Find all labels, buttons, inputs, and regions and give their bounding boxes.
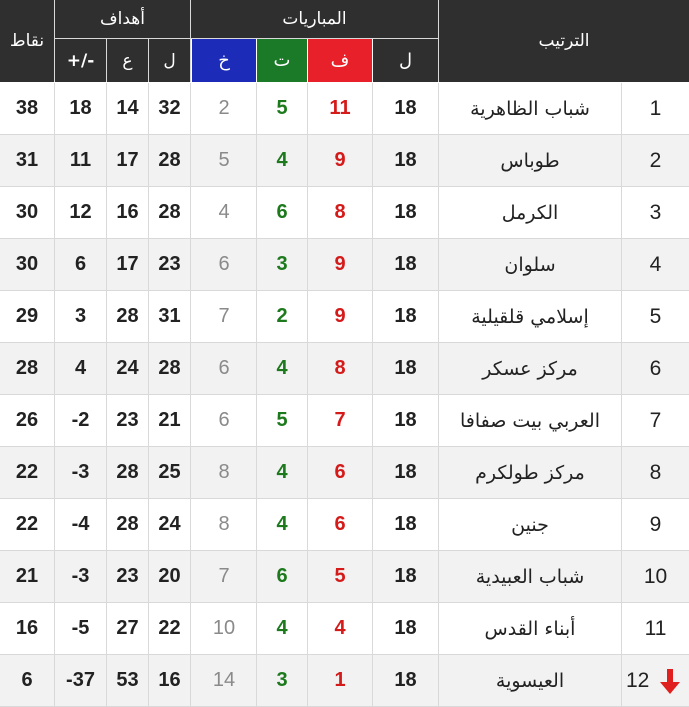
wins-cell: 7: [334, 409, 346, 431]
points-cell: 30: [15, 253, 39, 275]
goal-diff-cell: 18: [69, 97, 92, 119]
played-cell: 18: [394, 617, 417, 639]
team-name[interactable]: شباب الظاهرية: [470, 97, 590, 120]
team-name[interactable]: سلوان: [504, 253, 556, 276]
draws-cell: 5: [276, 409, 288, 431]
table-row[interactable]: [0, 395, 689, 447]
rank-cell: 12: [626, 668, 650, 692]
points-header[interactable]: نقاط: [0, 0, 54, 82]
goals-for-cell: 21: [158, 409, 181, 431]
matches-group-header: المباريات: [191, 0, 438, 38]
draws-cell: 4: [276, 617, 288, 639]
goals-for-cell: 31: [158, 305, 181, 327]
goal-diff-cell: -2: [71, 409, 90, 431]
team-name[interactable]: مركز طولكرم: [475, 461, 585, 484]
losses-cell: 6: [218, 409, 230, 431]
points-cell: 21: [15, 565, 39, 587]
wins-cell: 6: [334, 461, 346, 483]
played-cell: 18: [394, 513, 417, 535]
rank-cell: 9: [649, 512, 662, 536]
goals-against-header[interactable]: ع: [107, 39, 148, 82]
goals-against-cell: 16: [116, 201, 139, 223]
wins-cell: 11: [329, 97, 351, 119]
team-name[interactable]: شباب العبيدية: [475, 565, 585, 588]
losses-cell: 10: [212, 617, 236, 639]
team-name[interactable]: جنين: [511, 513, 549, 536]
goal-diff-cell: 11: [69, 149, 92, 171]
wins-cell: 6: [334, 513, 346, 535]
played-header[interactable]: ل: [373, 39, 438, 82]
team-name[interactable]: أبناء القدس: [484, 617, 576, 640]
draws-cell: 2: [276, 305, 288, 327]
rank-cell: 4: [649, 252, 662, 276]
rank-cell: 6: [649, 356, 662, 380]
table-row[interactable]: [0, 291, 689, 343]
losses-cell: 14: [212, 669, 236, 691]
goal-diff-cell: 3: [74, 305, 87, 327]
rank-cell: 10: [643, 564, 668, 588]
losses-cell: 7: [218, 565, 230, 587]
goals-group-header: أهداف: [55, 0, 190, 38]
table-row[interactable]: [0, 135, 689, 187]
goals-for-cell: 28: [158, 149, 181, 171]
wins-cell: 8: [334, 201, 346, 223]
red-down-arrow-icon: [657, 667, 683, 695]
goals-for-cell: 16: [158, 669, 181, 691]
wins-cell: 1: [334, 669, 346, 691]
goals-for-cell: 20: [158, 565, 181, 587]
goals-against-cell: 27: [116, 617, 139, 639]
goals-against-cell: 24: [116, 357, 139, 379]
rank-cell: 7: [649, 408, 662, 432]
goals-for-header[interactable]: ل: [149, 39, 190, 82]
points-cell: 22: [15, 461, 39, 483]
wins-header[interactable]: ف: [308, 39, 372, 82]
wins-cell: 8: [334, 357, 346, 379]
points-cell: 22: [15, 513, 39, 535]
played-cell: 18: [394, 565, 417, 587]
team-name[interactable]: العربي بيت صفافا: [459, 409, 600, 432]
points-cell: 26: [15, 409, 39, 431]
table-row[interactable]: [0, 187, 689, 239]
draws-cell: 3: [276, 253, 288, 275]
table-row[interactable]: [0, 447, 689, 499]
goal-diff-cell: -3: [71, 461, 90, 483]
goals-for-cell: 25: [158, 461, 181, 483]
goal-diff-cell: 4: [74, 357, 87, 379]
table-row[interactable]: [0, 343, 689, 395]
goals-against-cell: 28: [116, 305, 139, 327]
losses-cell: 6: [218, 253, 230, 275]
wins-cell: 4: [334, 617, 346, 639]
team-name[interactable]: الكرمل: [501, 201, 559, 224]
goals-against-cell: 53: [116, 669, 139, 691]
played-cell: 18: [394, 97, 417, 119]
points-cell: 31: [15, 149, 39, 171]
losses-cell: 4: [218, 201, 230, 223]
goals-against-cell: 28: [116, 513, 139, 535]
table-row[interactable]: [0, 83, 689, 135]
played-cell: 18: [394, 253, 417, 275]
played-cell: 18: [394, 305, 417, 327]
rank-cell: 3: [649, 200, 662, 224]
table-row[interactable]: [0, 655, 689, 707]
rank-cell: 8: [649, 460, 662, 484]
draws-cell: 4: [276, 461, 288, 483]
table-row[interactable]: [0, 551, 689, 603]
team-name[interactable]: العيسوية: [495, 669, 565, 692]
goal-diff-cell: 12: [69, 201, 92, 223]
losses-cell: 6: [218, 357, 230, 379]
wins-cell: 5: [334, 565, 346, 587]
draws-cell: 6: [276, 201, 288, 223]
draws-cell: 6: [276, 565, 288, 587]
draws-cell: 4: [276, 357, 288, 379]
goals-against-cell: 17: [116, 149, 139, 171]
points-cell: 30: [15, 201, 39, 223]
goals-against-cell: 23: [116, 565, 139, 587]
team-name[interactable]: طوباس: [500, 149, 560, 172]
table-row[interactable]: [0, 239, 689, 291]
points-cell: 38: [15, 97, 39, 119]
losses-header[interactable]: خ: [192, 39, 256, 82]
played-cell: 18: [394, 201, 417, 223]
goal-diff-cell: -37: [66, 669, 95, 691]
rank-header[interactable]: الترتيب: [439, 0, 689, 82]
goals-for-cell: 28: [158, 357, 181, 379]
wins-cell: 9: [334, 253, 346, 275]
draws-cell: 4: [276, 513, 288, 535]
goals-for-cell: 24: [158, 513, 181, 535]
points-cell: 16: [15, 617, 39, 639]
losses-cell: 2: [218, 97, 230, 119]
losses-cell: 7: [218, 305, 230, 327]
draws-cell: 5: [276, 97, 288, 119]
goals-for-cell: 22: [158, 617, 181, 639]
goal-diff-cell: -5: [71, 617, 90, 639]
draws-cell: 4: [276, 149, 288, 171]
goals-against-cell: 14: [116, 97, 139, 119]
losses-cell: 8: [218, 461, 230, 483]
goals-against-cell: 17: [116, 253, 139, 275]
points-cell: 28: [15, 357, 39, 379]
goal-diff-header[interactable]: +/-: [55, 39, 106, 82]
goals-against-cell: 23: [116, 409, 139, 431]
draws-cell: 3: [276, 669, 288, 691]
rank-cell: 1: [649, 96, 662, 120]
points-cell: 29: [15, 305, 39, 327]
table-row[interactable]: [0, 603, 689, 655]
played-cell: 18: [394, 409, 417, 431]
played-cell: 18: [394, 357, 417, 379]
draws-header[interactable]: ت: [257, 39, 307, 82]
team-name[interactable]: إسلامي قلقيلية: [471, 305, 589, 328]
goals-against-cell: 28: [116, 461, 139, 483]
goals-for-cell: 32: [158, 97, 181, 119]
rank-cell: 2: [649, 148, 662, 172]
goal-diff-cell: -3: [71, 565, 90, 587]
goal-diff-cell: 6: [74, 253, 87, 275]
losses-cell: 8: [218, 513, 230, 535]
played-cell: 18: [394, 461, 417, 483]
goals-for-cell: 23: [158, 253, 181, 275]
played-cell: 18: [394, 669, 417, 691]
rank-cell: 11: [644, 616, 667, 640]
goal-diff-cell: -4: [71, 513, 90, 535]
table-row[interactable]: [0, 499, 689, 551]
rank-cell: 5: [649, 304, 662, 328]
wins-cell: 9: [334, 305, 346, 327]
points-cell: 6: [21, 669, 33, 691]
losses-cell: 5: [218, 149, 230, 171]
goals-for-cell: 28: [158, 201, 181, 223]
wins-cell: 9: [334, 149, 346, 171]
team-name[interactable]: مركز عسكر: [482, 357, 578, 380]
played-cell: 18: [394, 149, 417, 171]
